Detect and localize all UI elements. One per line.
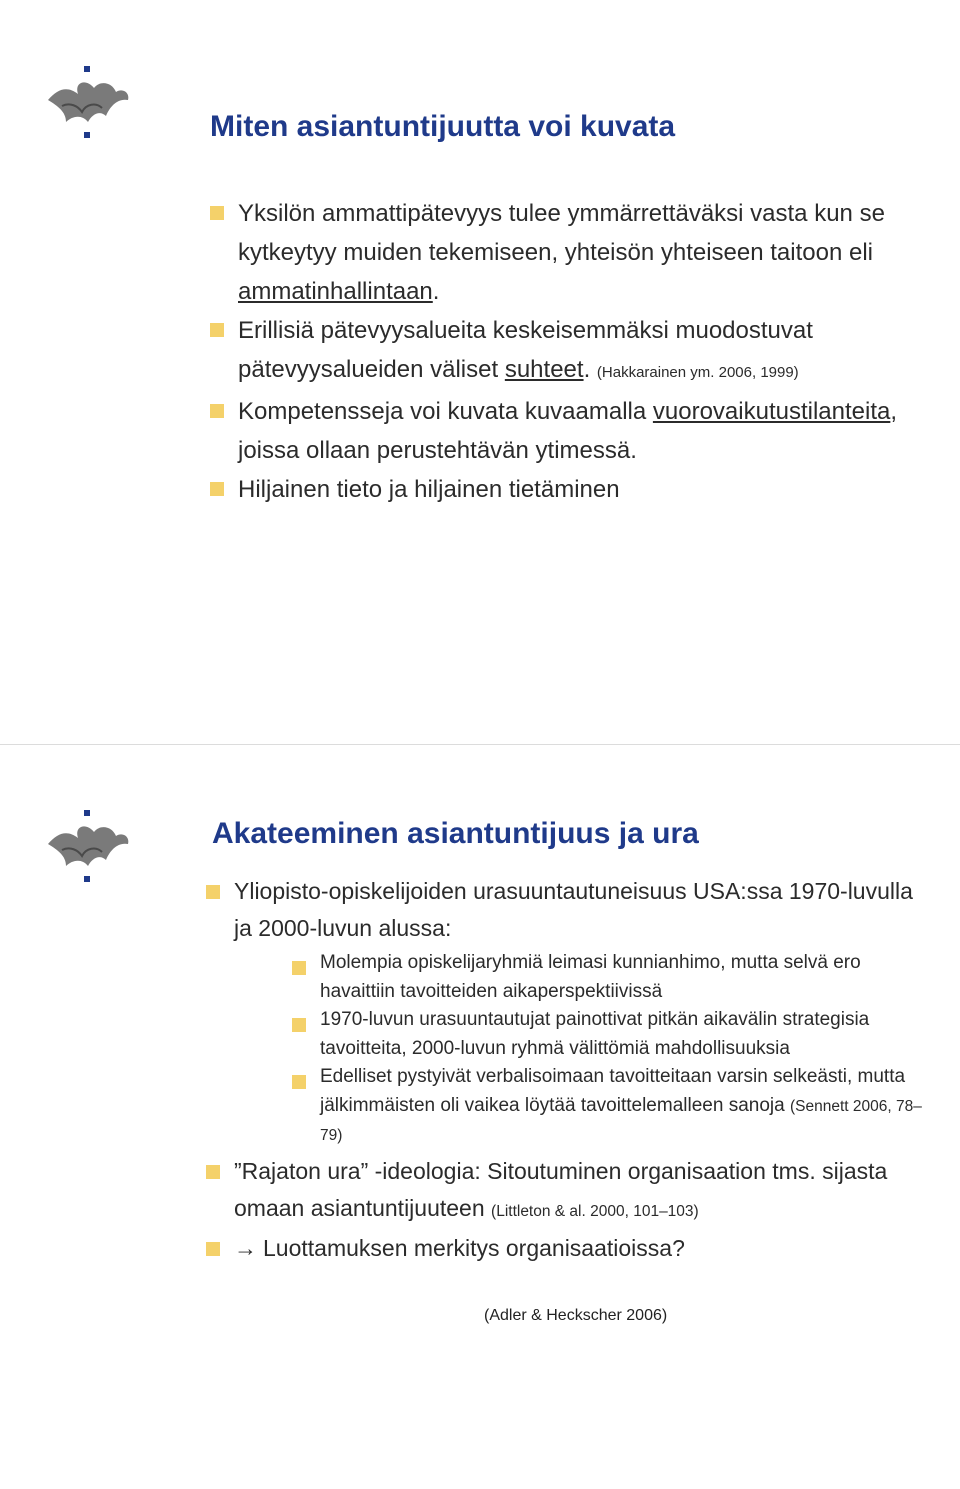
university-flame-logo-icon [44, 66, 134, 146]
university-flame-logo-icon [44, 810, 134, 890]
list-item: Yliopisto-opiskelijoiden urasuuntautuneisuus USA:ssa 1970-luvulla ja 2000-luvun alussa: Molempia opiskelijaryhmiä leimasi kunnianhimo, mutta selvä ero havaittiin tavoitteiden aikaperspektiivissä 1970-luvun urasuuntautujat painottivat pitkän aikavälin strategisia tavoitteita, 2000-luvun ryhmä välittömiä mahdollisuuksia Edelliset pystyivät verbalisoimaan tavoitteitaan varsin selkeästi, mutta jälkimmäisten oli vaikea löytää tavoittelemalleen sanoja (Sennett 2006, 78–79) [206, 873, 926, 1151]
list-item: → Luottamuksen merkitys organisaatioissa? [206, 1230, 926, 1267]
bullet-list [210, 194, 910, 509]
sub-list-item: 1970-luvun urasuuntautujat painottivat pitkän aikavälin strategisia tavoitteita, 2000-luvun ryhmä välittömiä mahdollisuuksia [292, 1006, 926, 1063]
square-bullet-icon [206, 1242, 220, 1256]
arrow-right-icon: → [234, 1234, 257, 1261]
square-bullet-icon [206, 885, 220, 899]
list-item: Kompetensseja voi kuvata kuvaamalla vuorovaikutustilanteita, joissa ollaan perustehtävän ytimessä. [210, 392, 910, 470]
list-item: Hiljainen tieto ja hiljainen tietäminen [210, 470, 910, 509]
source-citation: (Adler & Heckscher 2006) [484, 1307, 668, 1324]
square-bullet-icon [292, 1018, 306, 1032]
citation: (Hakkarainen ym. 2006, 1999) [596, 364, 799, 381]
list-item: Erillisiä pätevyysalueita keskeisemmäksi muodostuvat pätevyysalueiden väliset suhteet. (Hakkarainen ym. 2006, 1999) [210, 311, 910, 392]
sub-list [234, 949, 926, 1151]
square-bullet-icon [210, 482, 224, 496]
list-item: ”Rajaton ura” -ideologia: Sitoutuminen organisaation tms. sijasta omaan asiantuntijuuteen (Littleton & al. 2000, 101–103) [206, 1153, 926, 1230]
square-bullet-icon [292, 961, 306, 975]
list-item: Yksilön ammattipätevyys tulee ymmärrettäväksi vasta kun se kytkeytyy muiden tekemiseen, yhteisön yhteiseen taitoon eli ammatinhallintaan. [210, 194, 910, 311]
square-bullet-icon [206, 1165, 220, 1179]
slide-title: Miten asiantuntijuutta voi kuvata [210, 110, 676, 143]
slide-title: Akateeminen asiantuntijuus ja ura [212, 817, 699, 850]
square-bullet-icon [210, 404, 224, 418]
square-bullet-icon [210, 206, 224, 220]
sub-list-item: Edelliset pystyivät verbalisoimaan tavoitteitaan varsin selkeästi, mutta jälkimmäisten oli vaikea löytää tavoittelemalleen sanoja (Sennett 2006, 78–79) [292, 1063, 926, 1151]
slide-2 [0, 745, 960, 1489]
square-bullet-icon [292, 1075, 306, 1089]
citation: (Sennett 2006, 78–79) [320, 1097, 922, 1144]
sub-list-item: Molempia opiskelijaryhmiä leimasi kunnianhimo, mutta selvä ero havaittiin tavoitteiden aikaperspektiivissä [292, 949, 926, 1006]
citation: (Littleton & al. 2000, 101–103) [491, 1202, 699, 1220]
square-bullet-icon [210, 323, 224, 337]
bullet-list [206, 873, 926, 1267]
